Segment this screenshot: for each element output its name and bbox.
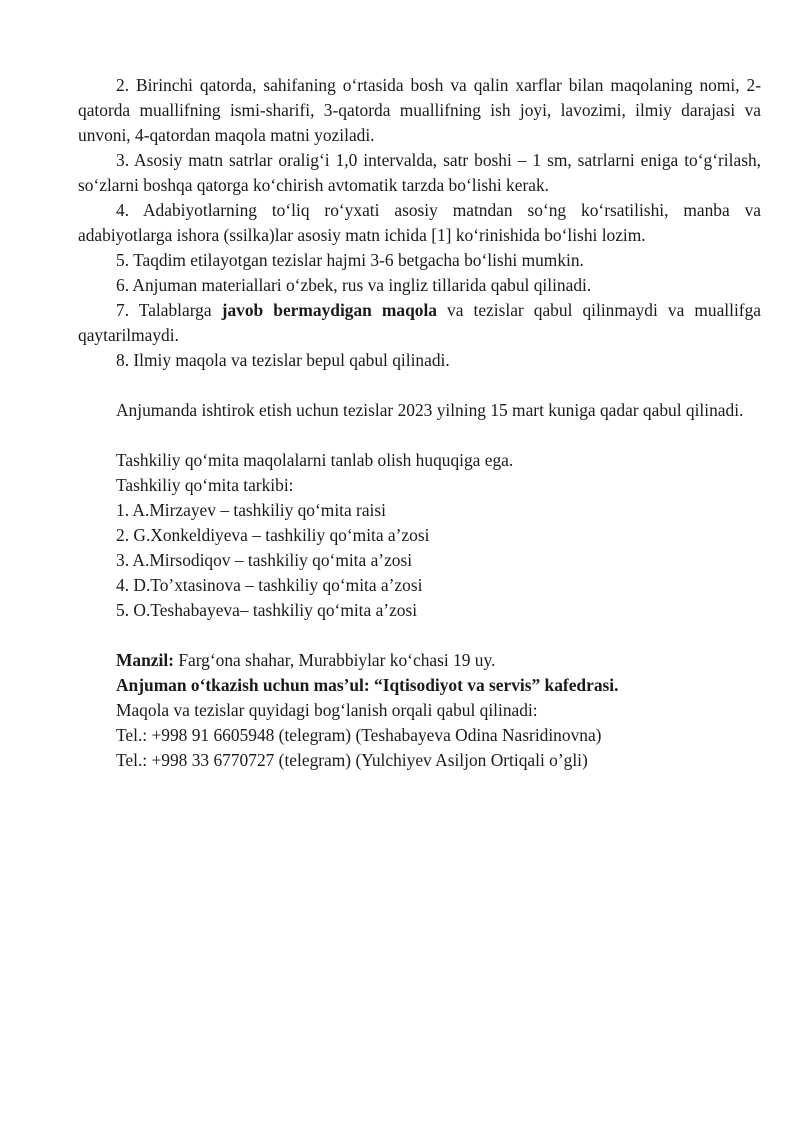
spacer [78,423,761,448]
committee-member: 1. A.Mirzayev – tashkiliy qo‘mita raisi [116,500,386,520]
requirement-5: 5. Taqdim etilayotgan tezislar hajmi 3-6 betgacha bo‘lishi mumkin. [116,250,584,270]
requirement-4: 4. Adabiyotlarning to‘liq ro‘yxati asosiy matndan so‘ng ko‘rsatilishi, manba va adabiyotlarga ishora (ssilka)lar asosiy matn ichida [1] ko‘rinishida bo‘lishi lozim. [78,200,761,245]
spacer [78,623,761,648]
requirement-2: 2. Birinchi qatorda, sahifaning o‘rtasida bosh va qalin xarflar bilan maqolaning nomi, 2-qatorda muallifning ismi-sharifi, 3-qatorda muallifning ish joyi, lavozimi, ilmiy darajasi va unvoni, 4-qatordan maqola matni yoziladi. [78,75,761,145]
contact-intro: Maqola va tezislar quyidagi bog‘lanish orqali qabul qilinadi: [116,700,538,720]
committee-intro: Tashkiliy qo‘mita maqolalarni tanlab olish huquqiga ega. [116,450,514,470]
address-text: Farg‘ona shahar, Murabbiylar ko‘chasi 19 uy. [173,650,496,670]
address-label: Manzil: [116,650,174,670]
requirement-3: 3. Asosiy matn satrlar oralig‘i 1,0 intervalda, satr boshi – 1 sm, satrlarni eniga to‘g‘rilash, so‘zlarni boshqa qatorga ko‘chirish avtomatik tarzda bo‘lishi kerak. [78,150,761,195]
requirement-7-bold: javob bermaydigan maqola [221,300,437,320]
requirement-7-text-start: 7. Talablarga [116,300,222,320]
address-line [78,648,761,673]
responsible-line [78,673,761,698]
requirement-7 [78,298,761,348]
committee-member: 2. G.Xonkeldiyeva – tashkiliy qo‘mita a’zosi [116,525,430,545]
requirement-7-text-end: va tezislar qabul qilinmaydi va muallifga qaytarilmaydi. [78,300,761,345]
committee-member: 5. O.Teshabayeva– tashkiliy qo‘mita a’zosi [116,600,418,620]
document-body [78,73,761,773]
spacer [78,373,761,398]
responsible-text: Anjuman o‘tkazish uchun mas’ul: “Iqtisodiyot va servis” kafedrasi. [116,675,619,695]
phone-line: Tel.: +998 91 6605948 (telegram) (Teshabayeva Odina Nasridinovna) [116,725,602,745]
phone-line: Tel.: +998 33 6770727 (telegram) (Yulchiyev Asiljon Ortiqali o’gli) [116,750,588,770]
committee-member: 3. A.Mirsodiqov – tashkiliy qo‘mita a’zosi [116,550,413,570]
requirement-6: 6. Anjuman materiallari o‘zbek, rus va ingliz tillarida qabul qilinadi. [116,275,592,295]
committee-heading: Tashkiliy qo‘mita tarkibi: [116,475,294,495]
committee-member: 4. D.To’xtasinova – tashkiliy qo‘mita a’zosi [116,575,423,595]
deadline-paragraph: Anjumanda ishtirok etish uchun tezislar 2023 yilning 15 mart kuniga qadar qabul qilinadi. [116,400,744,420]
requirement-8: 8. Ilmiy maqola va tezislar bepul qabul qilinadi. [116,350,450,370]
